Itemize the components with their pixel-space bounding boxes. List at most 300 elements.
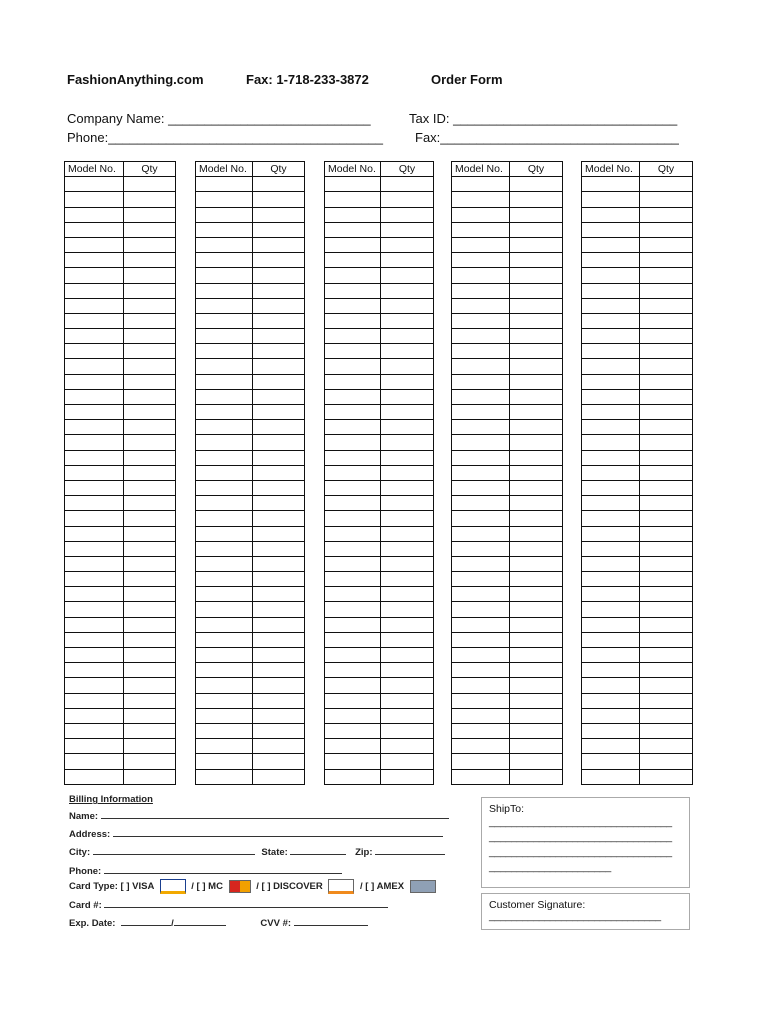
model-no-cell[interactable] (65, 222, 124, 237)
qty-cell[interactable] (253, 602, 305, 617)
model-no-cell[interactable] (325, 237, 381, 252)
qty-cell[interactable] (640, 541, 693, 556)
billing-address-input[interactable] (113, 827, 443, 837)
qty-cell[interactable] (381, 192, 434, 207)
model-no-cell[interactable] (452, 769, 510, 784)
model-no-cell[interactable] (65, 526, 124, 541)
model-no-cell[interactable] (582, 480, 640, 495)
model-no-cell[interactable] (582, 359, 640, 374)
qty-cell[interactable] (253, 587, 305, 602)
qty-cell[interactable] (253, 283, 305, 298)
qty-cell[interactable] (253, 344, 305, 359)
qty-cell[interactable] (253, 420, 305, 435)
model-no-cell[interactable] (196, 556, 253, 571)
qty-cell[interactable] (381, 541, 434, 556)
exp-month-input[interactable] (121, 916, 171, 926)
model-no-cell[interactable] (65, 450, 124, 465)
qty-cell[interactable] (640, 192, 693, 207)
qty-cell[interactable] (124, 359, 176, 374)
model-no-cell[interactable] (325, 374, 381, 389)
qty-cell[interactable] (124, 556, 176, 571)
qty-cell[interactable] (381, 648, 434, 663)
model-no-cell[interactable] (452, 723, 510, 738)
billing-city-input[interactable] (93, 845, 255, 855)
model-no-cell[interactable] (452, 511, 510, 526)
model-no-cell[interactable] (582, 237, 640, 252)
model-no-cell[interactable] (325, 572, 381, 587)
model-no-cell[interactable] (65, 572, 124, 587)
qty-cell[interactable] (124, 754, 176, 769)
model-no-cell[interactable] (196, 283, 253, 298)
qty-cell[interactable] (381, 389, 434, 404)
model-no-cell[interactable] (452, 678, 510, 693)
model-no-cell[interactable] (452, 480, 510, 495)
model-no-cell[interactable] (452, 207, 510, 222)
model-no-cell[interactable] (582, 587, 640, 602)
model-no-cell[interactable] (325, 222, 381, 237)
model-no-cell[interactable] (325, 632, 381, 647)
exp-year-input[interactable] (174, 916, 226, 926)
qty-cell[interactable] (124, 663, 176, 678)
qty-cell[interactable] (510, 435, 563, 450)
card-type-label[interactable]: Card Type: [ ] (69, 881, 130, 893)
qty-cell[interactable] (510, 480, 563, 495)
model-no-cell[interactable] (582, 389, 640, 404)
model-no-cell[interactable] (452, 344, 510, 359)
qty-cell[interactable] (640, 329, 693, 344)
qty-cell[interactable] (124, 602, 176, 617)
model-no-cell[interactable] (325, 723, 381, 738)
model-no-cell[interactable] (582, 739, 640, 754)
model-no-cell[interactable] (582, 222, 640, 237)
model-no-cell[interactable] (65, 556, 124, 571)
qty-cell[interactable] (124, 632, 176, 647)
model-no-cell[interactable] (325, 511, 381, 526)
model-no-cell[interactable] (325, 708, 381, 723)
model-no-cell[interactable] (196, 420, 253, 435)
model-no-cell[interactable] (196, 617, 253, 632)
model-no-cell[interactable] (582, 754, 640, 769)
model-no-cell[interactable] (196, 769, 253, 784)
model-no-cell[interactable] (325, 177, 381, 192)
qty-cell[interactable] (510, 496, 563, 511)
model-no-cell[interactable] (196, 754, 253, 769)
model-no-cell[interactable] (582, 708, 640, 723)
qty-cell[interactable] (510, 237, 563, 252)
qty-cell[interactable] (253, 253, 305, 268)
model-no-cell[interactable] (196, 192, 253, 207)
model-no-cell[interactable] (452, 222, 510, 237)
model-no-cell[interactable] (65, 693, 124, 708)
company-name-field[interactable]: Company Name: ____________________________ (67, 111, 371, 126)
model-no-cell[interactable] (325, 617, 381, 632)
model-no-cell[interactable] (196, 708, 253, 723)
qty-cell[interactable] (124, 465, 176, 480)
model-no-cell[interactable] (452, 496, 510, 511)
mc-checkbox[interactable]: / [ ] (191, 881, 206, 893)
qty-cell[interactable] (124, 435, 176, 450)
model-no-cell[interactable] (582, 693, 640, 708)
qty-cell[interactable] (124, 374, 176, 389)
qty-cell[interactable] (510, 602, 563, 617)
qty-cell[interactable] (510, 405, 563, 420)
qty-cell[interactable] (124, 222, 176, 237)
model-no-cell[interactable] (582, 678, 640, 693)
qty-cell[interactable] (510, 632, 563, 647)
model-no-cell[interactable] (65, 359, 124, 374)
qty-cell[interactable] (253, 556, 305, 571)
model-no-cell[interactable] (196, 632, 253, 647)
model-no-cell[interactable] (196, 389, 253, 404)
model-no-cell[interactable] (582, 207, 640, 222)
qty-cell[interactable] (640, 678, 693, 693)
model-no-cell[interactable] (65, 177, 124, 192)
model-no-cell[interactable] (582, 526, 640, 541)
model-no-cell[interactable] (582, 192, 640, 207)
model-no-cell[interactable] (196, 465, 253, 480)
signature-box[interactable] (481, 893, 690, 930)
model-no-cell[interactable] (196, 435, 253, 450)
model-no-cell[interactable] (65, 192, 124, 207)
qty-cell[interactable] (124, 572, 176, 587)
qty-cell[interactable] (381, 587, 434, 602)
qty-cell[interactable] (253, 769, 305, 784)
model-no-cell[interactable] (452, 739, 510, 754)
model-no-cell[interactable] (325, 480, 381, 495)
model-no-cell[interactable] (452, 587, 510, 602)
model-no-cell[interactable] (196, 739, 253, 754)
qty-cell[interactable] (124, 693, 176, 708)
model-no-cell[interactable] (196, 253, 253, 268)
model-no-cell[interactable] (582, 177, 640, 192)
qty-cell[interactable] (640, 648, 693, 663)
qty-cell[interactable] (510, 329, 563, 344)
model-no-cell[interactable] (325, 389, 381, 404)
qty-cell[interactable] (253, 526, 305, 541)
qty-cell[interactable] (510, 541, 563, 556)
model-no-cell[interactable] (65, 648, 124, 663)
qty-cell[interactable] (381, 556, 434, 571)
model-no-cell[interactable] (582, 405, 640, 420)
qty-cell[interactable] (253, 405, 305, 420)
qty-cell[interactable] (253, 754, 305, 769)
model-no-cell[interactable] (325, 648, 381, 663)
qty-cell[interactable] (381, 693, 434, 708)
qty-cell[interactable] (510, 678, 563, 693)
qty-cell[interactable] (381, 177, 434, 192)
model-no-cell[interactable] (325, 207, 381, 222)
qty-cell[interactable] (640, 207, 693, 222)
qty-cell[interactable] (510, 739, 563, 754)
model-no-cell[interactable] (65, 541, 124, 556)
qty-cell[interactable] (124, 480, 176, 495)
qty-cell[interactable] (381, 754, 434, 769)
model-no-cell[interactable] (582, 723, 640, 738)
qty-cell[interactable] (124, 313, 176, 328)
discover-checkbox[interactable]: / [ ] (256, 881, 271, 893)
qty-cell[interactable] (253, 389, 305, 404)
qty-cell[interactable] (640, 389, 693, 404)
model-no-cell[interactable] (582, 556, 640, 571)
model-no-cell[interactable] (582, 648, 640, 663)
model-no-cell[interactable] (452, 420, 510, 435)
model-no-cell[interactable] (452, 405, 510, 420)
qty-cell[interactable] (124, 541, 176, 556)
qty-cell[interactable] (640, 602, 693, 617)
model-no-cell[interactable] (196, 313, 253, 328)
qty-cell[interactable] (253, 177, 305, 192)
qty-cell[interactable] (640, 283, 693, 298)
model-no-cell[interactable] (582, 541, 640, 556)
qty-cell[interactable] (253, 511, 305, 526)
model-no-cell[interactable] (196, 511, 253, 526)
qty-cell[interactable] (381, 708, 434, 723)
model-no-cell[interactable] (65, 207, 124, 222)
qty-cell[interactable] (253, 632, 305, 647)
model-no-cell[interactable] (65, 253, 124, 268)
model-no-cell[interactable] (325, 450, 381, 465)
qty-cell[interactable] (124, 329, 176, 344)
model-no-cell[interactable] (582, 663, 640, 678)
qty-cell[interactable] (124, 268, 176, 283)
qty-cell[interactable] (124, 207, 176, 222)
model-no-cell[interactable] (452, 648, 510, 663)
model-no-cell[interactable] (452, 359, 510, 374)
qty-cell[interactable] (381, 465, 434, 480)
model-no-cell[interactable] (325, 556, 381, 571)
qty-cell[interactable] (253, 313, 305, 328)
qty-cell[interactable] (640, 268, 693, 283)
qty-cell[interactable] (124, 723, 176, 738)
qty-cell[interactable] (510, 359, 563, 374)
billing-name-input[interactable] (101, 809, 449, 819)
model-no-cell[interactable] (582, 617, 640, 632)
model-no-cell[interactable] (65, 237, 124, 252)
qty-cell[interactable] (381, 359, 434, 374)
model-no-cell[interactable] (582, 465, 640, 480)
qty-cell[interactable] (124, 708, 176, 723)
qty-cell[interactable] (253, 708, 305, 723)
model-no-cell[interactable] (196, 298, 253, 313)
model-no-cell[interactable] (196, 207, 253, 222)
model-no-cell[interactable] (196, 663, 253, 678)
qty-cell[interactable] (510, 693, 563, 708)
qty-cell[interactable] (124, 739, 176, 754)
model-no-cell[interactable] (452, 602, 510, 617)
qty-cell[interactable] (640, 693, 693, 708)
model-no-cell[interactable] (452, 754, 510, 769)
model-no-cell[interactable] (65, 420, 124, 435)
model-no-cell[interactable] (452, 435, 510, 450)
phone-field[interactable]: Phone:______________________________________ (67, 130, 383, 145)
model-no-cell[interactable] (582, 496, 640, 511)
qty-cell[interactable] (510, 526, 563, 541)
qty-cell[interactable] (124, 587, 176, 602)
qty-cell[interactable] (640, 420, 693, 435)
qty-cell[interactable] (381, 496, 434, 511)
model-no-cell[interactable] (196, 480, 253, 495)
amex-checkbox[interactable]: / [ ] (360, 881, 375, 893)
qty-cell[interactable] (381, 526, 434, 541)
model-no-cell[interactable] (325, 253, 381, 268)
model-no-cell[interactable] (452, 329, 510, 344)
qty-cell[interactable] (640, 253, 693, 268)
qty-cell[interactable] (124, 511, 176, 526)
qty-cell[interactable] (253, 374, 305, 389)
model-no-cell[interactable] (582, 283, 640, 298)
model-no-cell[interactable] (65, 723, 124, 738)
model-no-cell[interactable] (196, 450, 253, 465)
qty-cell[interactable] (510, 222, 563, 237)
qty-cell[interactable] (510, 374, 563, 389)
qty-cell[interactable] (253, 739, 305, 754)
model-no-cell[interactable] (325, 602, 381, 617)
qty-cell[interactable] (253, 329, 305, 344)
qty-cell[interactable] (640, 313, 693, 328)
model-no-cell[interactable] (582, 313, 640, 328)
qty-cell[interactable] (253, 693, 305, 708)
qty-cell[interactable] (381, 678, 434, 693)
qty-cell[interactable] (253, 192, 305, 207)
qty-cell[interactable] (381, 344, 434, 359)
qty-cell[interactable] (640, 177, 693, 192)
model-no-cell[interactable] (582, 632, 640, 647)
qty-cell[interactable] (640, 587, 693, 602)
model-no-cell[interactable] (65, 389, 124, 404)
model-no-cell[interactable] (65, 708, 124, 723)
qty-cell[interactable] (510, 465, 563, 480)
model-no-cell[interactable] (325, 663, 381, 678)
qty-cell[interactable] (124, 389, 176, 404)
model-no-cell[interactable] (325, 435, 381, 450)
model-no-cell[interactable] (65, 374, 124, 389)
model-no-cell[interactable] (325, 587, 381, 602)
model-no-cell[interactable] (452, 632, 510, 647)
model-no-cell[interactable] (196, 572, 253, 587)
fax-field[interactable]: Fax:_________________________________ (415, 130, 679, 145)
model-no-cell[interactable] (452, 556, 510, 571)
model-no-cell[interactable] (196, 496, 253, 511)
model-no-cell[interactable] (325, 268, 381, 283)
qty-cell[interactable] (640, 632, 693, 647)
qty-cell[interactable] (381, 268, 434, 283)
qty-cell[interactable] (124, 526, 176, 541)
qty-cell[interactable] (381, 632, 434, 647)
model-no-cell[interactable] (65, 754, 124, 769)
qty-cell[interactable] (381, 602, 434, 617)
qty-cell[interactable] (381, 405, 434, 420)
model-no-cell[interactable] (196, 374, 253, 389)
qty-cell[interactable] (510, 298, 563, 313)
qty-cell[interactable] (253, 480, 305, 495)
qty-cell[interactable] (253, 663, 305, 678)
qty-cell[interactable] (510, 192, 563, 207)
model-no-cell[interactable] (196, 723, 253, 738)
model-no-cell[interactable] (65, 739, 124, 754)
model-no-cell[interactable] (65, 602, 124, 617)
qty-cell[interactable] (253, 496, 305, 511)
model-no-cell[interactable] (196, 678, 253, 693)
qty-cell[interactable] (640, 465, 693, 480)
qty-cell[interactable] (381, 480, 434, 495)
model-no-cell[interactable] (325, 769, 381, 784)
qty-cell[interactable] (253, 298, 305, 313)
qty-cell[interactable] (124, 405, 176, 420)
qty-cell[interactable] (124, 192, 176, 207)
model-no-cell[interactable] (196, 237, 253, 252)
model-no-cell[interactable] (325, 192, 381, 207)
qty-cell[interactable] (381, 298, 434, 313)
qty-cell[interactable] (124, 177, 176, 192)
billing-state-input[interactable] (290, 845, 346, 855)
qty-cell[interactable] (510, 268, 563, 283)
qty-cell[interactable] (510, 253, 563, 268)
model-no-cell[interactable] (65, 587, 124, 602)
qty-cell[interactable] (640, 511, 693, 526)
model-no-cell[interactable] (65, 617, 124, 632)
model-no-cell[interactable] (196, 359, 253, 374)
model-no-cell[interactable] (325, 344, 381, 359)
model-no-cell[interactable] (196, 541, 253, 556)
model-no-cell[interactable] (582, 602, 640, 617)
shipto-line[interactable]: _________________________________ (489, 831, 672, 843)
model-no-cell[interactable] (325, 298, 381, 313)
qty-cell[interactable] (124, 617, 176, 632)
model-no-cell[interactable] (196, 526, 253, 541)
qty-cell[interactable] (381, 723, 434, 738)
model-no-cell[interactable] (582, 374, 640, 389)
qty-cell[interactable] (253, 465, 305, 480)
model-no-cell[interactable] (452, 465, 510, 480)
qty-cell[interactable] (640, 450, 693, 465)
model-no-cell[interactable] (452, 192, 510, 207)
qty-cell[interactable] (510, 313, 563, 328)
model-no-cell[interactable] (452, 268, 510, 283)
qty-cell[interactable] (510, 177, 563, 192)
model-no-cell[interactable] (452, 237, 510, 252)
model-no-cell[interactable] (196, 222, 253, 237)
model-no-cell[interactable] (65, 465, 124, 480)
model-no-cell[interactable] (325, 329, 381, 344)
qty-cell[interactable] (253, 222, 305, 237)
qty-cell[interactable] (510, 511, 563, 526)
qty-cell[interactable] (510, 283, 563, 298)
qty-cell[interactable] (510, 587, 563, 602)
qty-cell[interactable] (640, 298, 693, 313)
qty-cell[interactable] (640, 496, 693, 511)
shipto-line[interactable]: ______________________ (489, 861, 611, 873)
model-no-cell[interactable] (196, 602, 253, 617)
billing-zip-input[interactable] (375, 845, 445, 855)
qty-cell[interactable] (124, 648, 176, 663)
qty-cell[interactable] (381, 572, 434, 587)
model-no-cell[interactable] (452, 526, 510, 541)
signature-line[interactable]: _______________________________ (489, 910, 661, 922)
qty-cell[interactable] (510, 663, 563, 678)
qty-cell[interactable] (253, 648, 305, 663)
model-no-cell[interactable] (325, 313, 381, 328)
qty-cell[interactable] (124, 298, 176, 313)
qty-cell[interactable] (640, 708, 693, 723)
qty-cell[interactable] (124, 283, 176, 298)
qty-cell[interactable] (640, 435, 693, 450)
qty-cell[interactable] (381, 222, 434, 237)
qty-cell[interactable] (640, 405, 693, 420)
model-no-cell[interactable] (582, 450, 640, 465)
model-no-cell[interactable] (65, 496, 124, 511)
model-no-cell[interactable] (582, 511, 640, 526)
qty-cell[interactable] (640, 526, 693, 541)
